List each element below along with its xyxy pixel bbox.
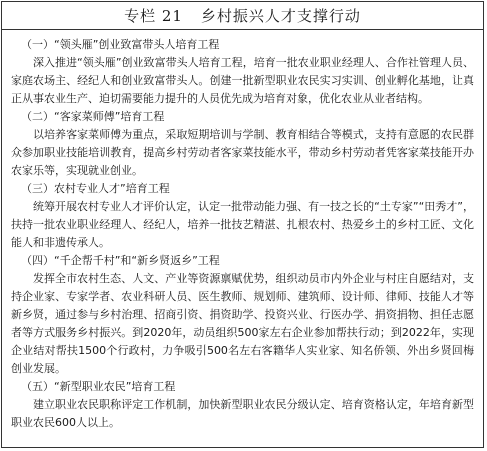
item-body: 深入推进“领头雁”创业致富带头人培育工程，培育一批农业职业经理人、合作社管理人员、家庭农场主、经纪人和创业致富带头人。创建一批新型职业农民实习实训、创业孵化基地，让真正从事农业生产、迫切需要能力提升的人员优先成为培育对象，优化农业从业者结构。 xyxy=(11,56,474,105)
item-title: （五）“新型职业农民”培育工程 xyxy=(21,380,176,393)
item-body: 统筹开展农村专业人才评价认定，认定一批带动能力强、有一技之长的“土专家”“田秀才”，扶持一批农业职业经理人、经纪人，培养一批技艺精湛、扎根农村、热爱乡土的乡村工匠、文化能人和非遗传承人。 xyxy=(11,200,474,249)
item-body: 建立职业农民职称评定工作机制，加快新型职业农民分级认定、培育资格认定，年培育新型职业农民600人以上。 xyxy=(11,398,474,429)
box-label: 专栏 21 xyxy=(124,7,183,25)
box-header xyxy=(2,2,483,30)
box-title: 乡村振兴人才支撑行动 xyxy=(200,7,361,25)
item-title: （二）“客家菜师傅”培育工程 xyxy=(21,110,165,123)
item-title: （三）农村专业人才”培育工程 xyxy=(21,182,170,195)
item-title: （四）“千企帮千村”和“新乡贤返乡”工程 xyxy=(21,254,220,267)
item-body: 发挥全市农村生态、人文、产业等资源禀赋优势，组织动员市内外企业与村庄自愿结对，支持企业家、专家学者、农业科研人员、医生教师、规划师、建筑师、设计师、律师、技能人才等新乡贤，通过参与乡村治理、招商引资、捐资助学、投资兴业、行医办学、捐资捐物、担任志愿者等方式服务乡村振兴。到2020年，动员组织500家左右企业参加帮扶行动；到2022年，实现企业结对帮扶1500个行政村，力争吸引500名左右客籍华人实业家、知名侨领、外出乡贤回梅创业发展。 xyxy=(11,272,474,375)
item-title: （一）“领头雁”创业致富带头人培育工程 xyxy=(21,38,220,51)
feature-box xyxy=(1,1,484,448)
item-body: 以培养客家菜师傅为重点，采取短期培训与学制、教育相结合等模式，支持有意愿的农民群众参加职业技能培训教育，提高乡村劳动者客家菜技能水平，带动乡村劳动者凭客家菜技能开办农家乐等，实现就业创业。 xyxy=(11,128,474,177)
box-content xyxy=(2,30,483,432)
